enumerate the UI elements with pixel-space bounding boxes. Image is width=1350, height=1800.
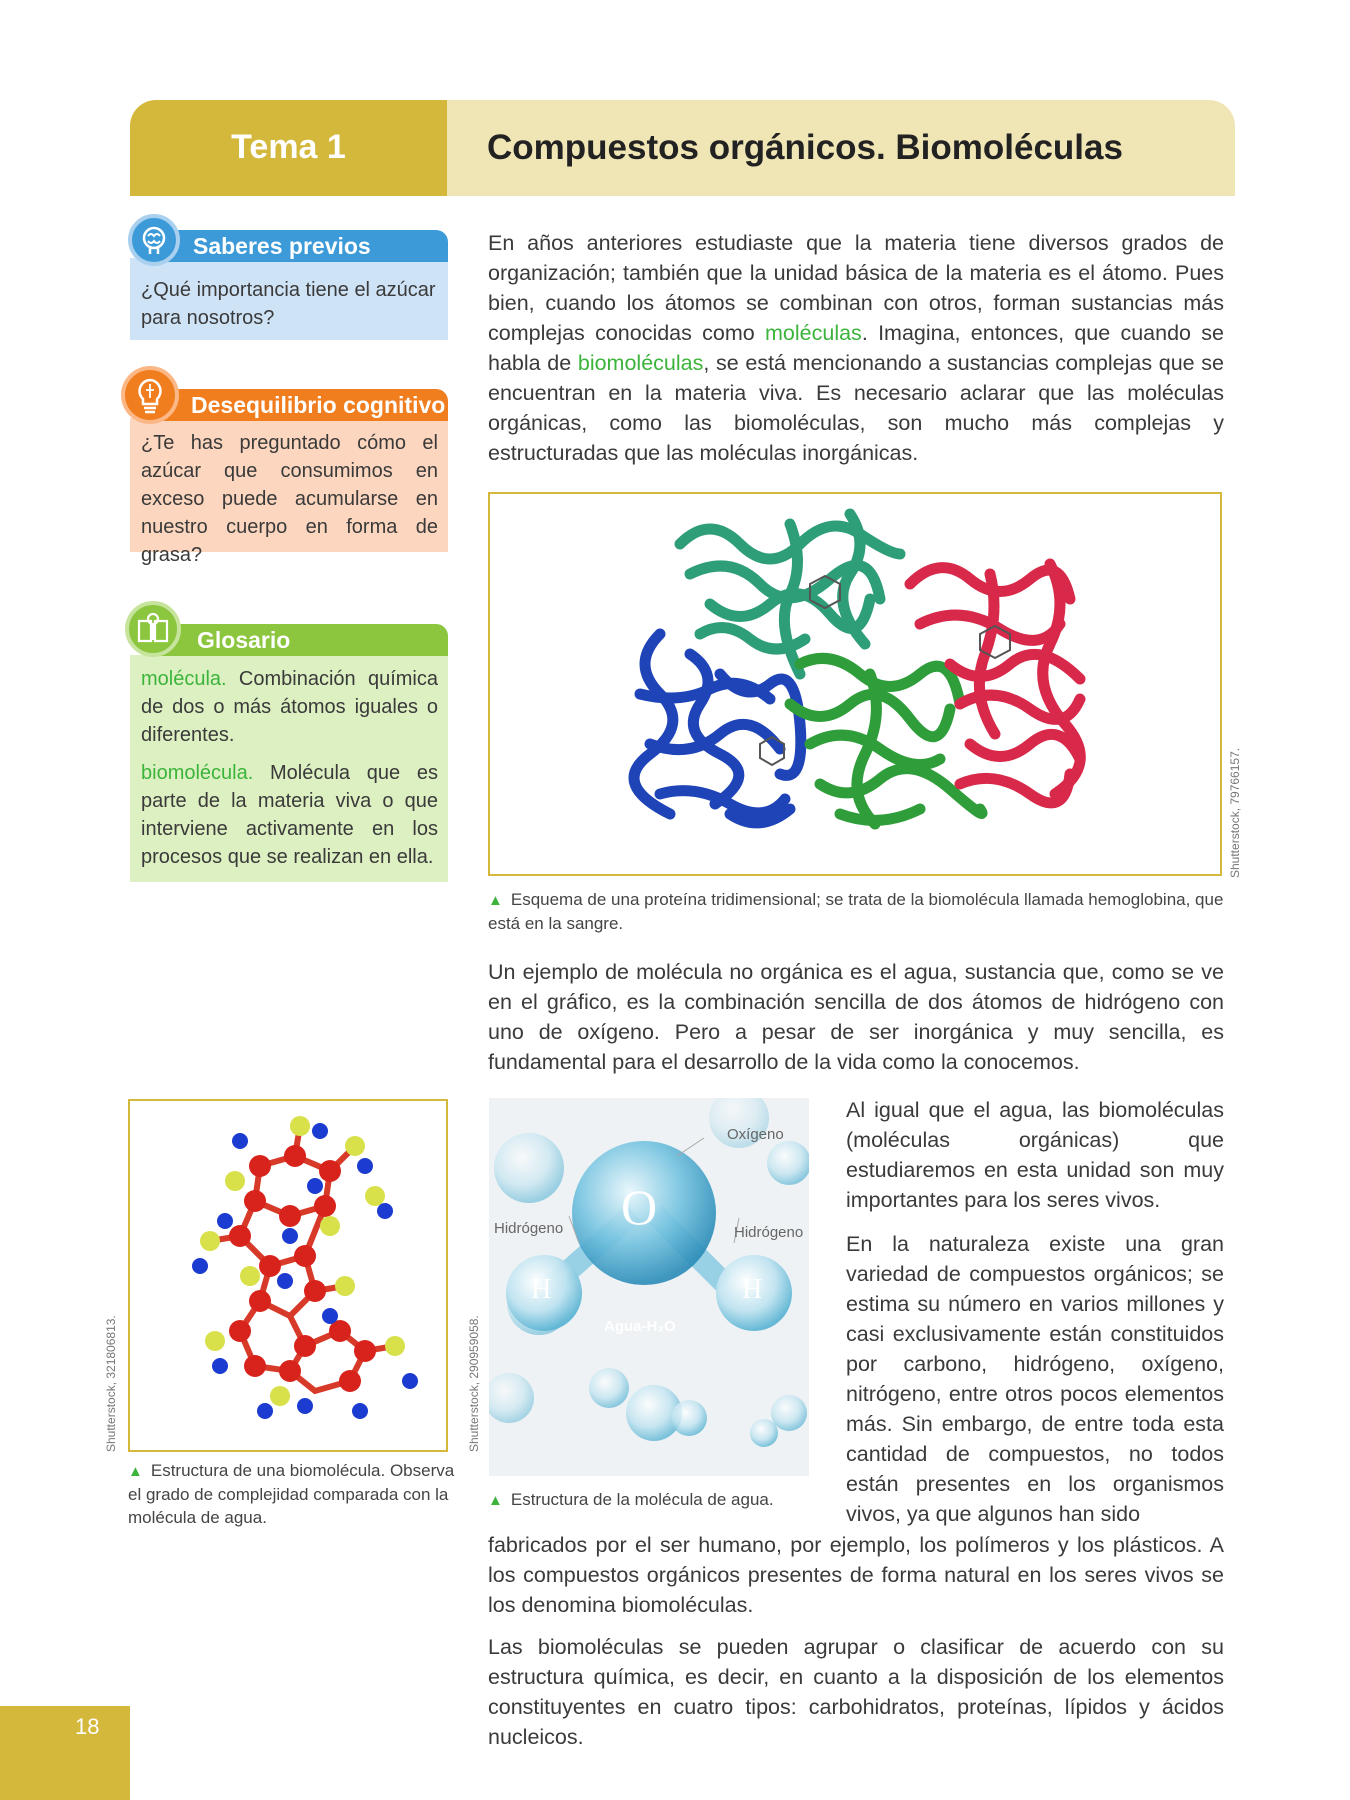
- saberes-previos-text: ¿Qué importancia tiene el azúcar para nosotros?: [141, 279, 436, 329]
- continuation-paragraph: fabricados por el ser humano, por ejemplo, los polímeros y los plásticos. A los compuestos orgánicos presentes de forma natural en los seres vivos se los denomina biomoléculas.: [488, 1533, 1224, 1617]
- intro-text: En años anteriores estudiaste que la materia tiene diversos grados de organización; también que la unidad básica de la materia es el átomo. Pues bien, cuando los átomos se combinan con otros, forman sustancias más complejas conocidas como: [488, 231, 1224, 345]
- glosario-title-bar: [160, 624, 448, 656]
- desequilibrio-box: [130, 418, 448, 566]
- page-number: 18: [75, 1714, 100, 1739]
- water-caption: [488, 1488, 818, 1512]
- glosario-term: molécula.: [141, 668, 227, 690]
- intro-paragraph: [488, 228, 1224, 468]
- saberes-previos-title-bar: [160, 230, 448, 262]
- caption-triangle-icon: ▲: [128, 1463, 143, 1480]
- glosario-entry: [141, 665, 438, 749]
- closing-paragraph: Las biomoléculas se pueden agrupar o clasificar de acuerdo con su estructura química, es decir, en cuanto a la disposición de los elementos constituyentes en cuatro tipos: carbohidratos, proteínas, lípidos y ácidos nucleicos.: [488, 1635, 1224, 1749]
- side-paragraph-1: Al igual que el agua, las biomoléculas (moléculas orgánicas) que estudiaremos en esta unidad son muy importantes para los seres vivos.: [846, 1098, 1224, 1212]
- water-intro-paragraph: Un ejemplo de molécula no orgánica es el agua, sustancia que, como se ve en el gráfico, es la combinación sencilla de dos átomos de hidrógeno con uno de oxígeno. Pero a pesar de ser inorgánica y muy sencilla, es fundamental para el desarrollo de la vida como la conocemos.: [488, 960, 1224, 1074]
- term-biomoleculas: biomoléculas: [577, 351, 704, 375]
- protein-caption-text: Esquema de una proteína tridimensional; se trata de la biomolécula llamada hemoglobina, que está en la sangre.: [488, 890, 1224, 933]
- desequilibrio-text: ¿Te has preguntado cómo el azúcar que consumimos en exceso puede acumularse en nuestro cuerpo en forma de grasa?: [141, 432, 438, 566]
- intro-text: , se está mencionando a sustancias complejas que se encuentran en la materia viva. Es necesario aclarar que las moléculas orgánicas, como las biomoléculas, son mucho más complejas y estructuradas que las moléculas inorgánicas.: [488, 351, 1225, 465]
- glosario-term: biomolécula.: [141, 762, 254, 784]
- glosario-box: [130, 655, 448, 882]
- hemoglobin-image: [488, 492, 1222, 876]
- glosario-definition: Molécula que es parte de la materia viva o que interviene activamente en los procesos que se realizan en ella.: [141, 762, 438, 868]
- label-oxygen: Oxígeno: [727, 1126, 784, 1143]
- biomolecule-credit: Shutterstock, 321806813.: [104, 1315, 118, 1452]
- glosario-definition: Combinación química de dos o más átomos iguales o diferentes.: [141, 668, 438, 746]
- page-title: Compuestos orgánicos. Biomoléculas: [487, 128, 1123, 167]
- glosario-entry: [141, 759, 438, 871]
- saberes-previos-title: Saberes previos: [193, 233, 371, 259]
- label-hydrogen-left: Hidrógeno: [494, 1220, 564, 1237]
- label-hydrogen-right: Hidrógeno: [734, 1224, 804, 1241]
- glosario-title: Glosario: [197, 627, 291, 653]
- water-credit: Shutterstock, 290959058.: [467, 1315, 481, 1452]
- biomolecule-image: [128, 1099, 448, 1452]
- caption-triangle-icon: ▲: [488, 892, 503, 909]
- biomolecule-caption: [128, 1459, 458, 1529]
- brain-icon: [128, 214, 180, 266]
- water-formula-label: Agua-H₂O: [604, 1318, 676, 1335]
- book-icon: [125, 601, 181, 657]
- protein-caption: [488, 888, 1228, 935]
- symbol-hydrogen-right: H: [742, 1274, 763, 1305]
- desequilibrio-title: Desequilibrio cognitivo: [191, 392, 446, 418]
- term-moleculas: moléculas: [765, 321, 862, 345]
- water-molecule-image: [489, 1098, 809, 1476]
- protein-credit: Shutterstock, 79766157.: [1228, 747, 1242, 878]
- page-number-band: [0, 1706, 130, 1800]
- symbol-oxygen: O: [621, 1179, 658, 1235]
- symbol-hydrogen-left: H: [531, 1274, 552, 1305]
- caption-triangle-icon: ▲: [488, 1492, 503, 1509]
- water-caption-text: Estructura de la molécula de agua.: [510, 1490, 774, 1509]
- lightbulb-icon: [121, 366, 179, 424]
- biomolecule-caption-text: Estructura de una biomolécula. Observa el grado de complejidad comparada con la molécula de agua.: [128, 1461, 455, 1527]
- tema-label: Tema 1: [231, 128, 346, 166]
- intro-text: . Imagina, entonces, que cuando se habla de: [488, 321, 1224, 375]
- saberes-previos-box: [130, 258, 448, 340]
- side-paragraph-2: En la naturaleza existe una gran variedad de compuestos orgánicos; se estima su número en varios millones y casi exclusivamente están constituidos por carbono, hidrógeno, oxígeno, nitrógeno, entre otros pocos elementos más. Sin embargo, de entre toda esta cantidad de compuestos, no todos están presentes en los organismos vivos, ya que algunos han sido: [846, 1232, 1224, 1526]
- desequilibrio-title-bar: [160, 389, 448, 421]
